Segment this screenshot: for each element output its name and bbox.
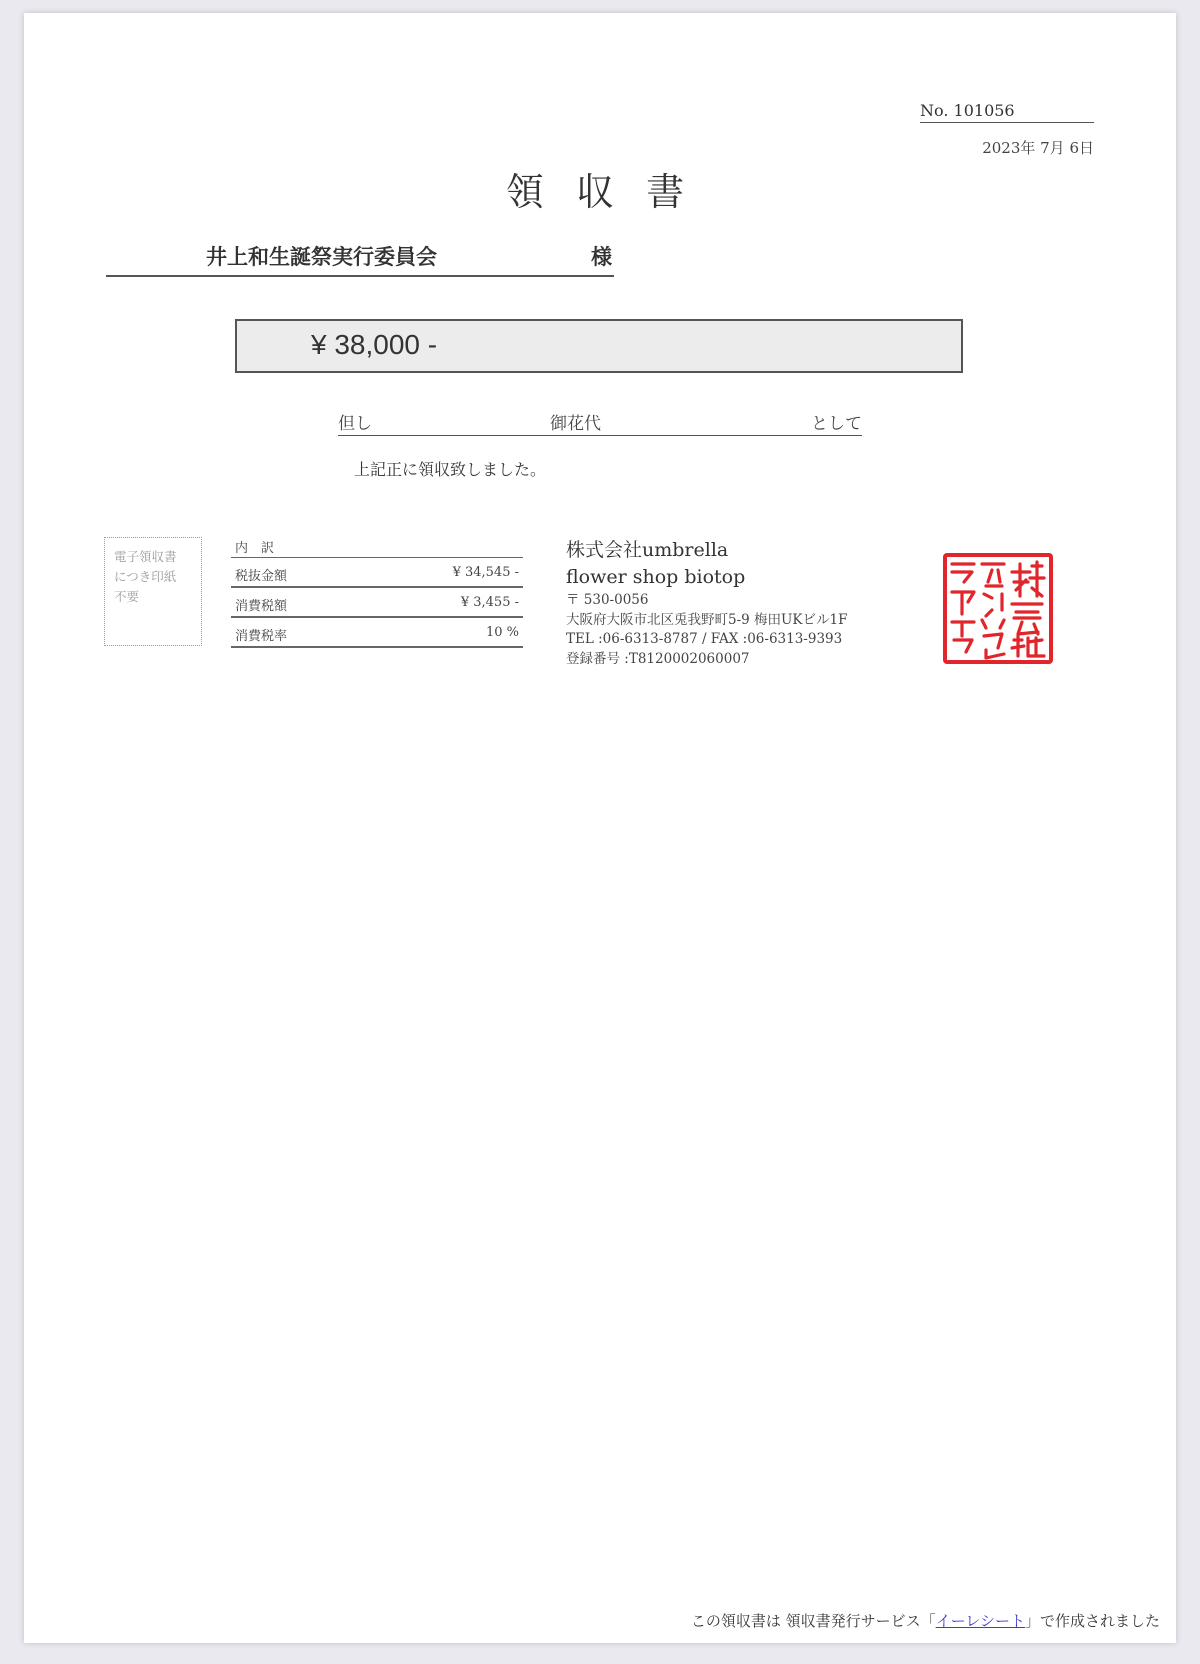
revenue-stamp-notice (104, 537, 202, 646)
stamp-notice-line: 電子領収書 (114, 549, 177, 564)
recipient-honorific: 様 (591, 244, 612, 269)
issuer-contact: TEL :06-6313-8787 / FAX :06-6313-9393 (566, 631, 843, 647)
issuer-company-name: 株式会社umbrella (566, 539, 729, 561)
issuer-address: 大阪府大阪市北区兎我野町5-9 梅田UKビル1F (566, 611, 848, 628)
company-seal-stamp (942, 552, 1054, 665)
memo-prefix: 但し (338, 414, 372, 434)
issuer-registration-number: 登録番号 :T8120002060007 (566, 650, 750, 667)
footer-text-before: この領収書は 領収書発行サービス「 (690, 1612, 936, 1630)
memo-line (338, 409, 862, 436)
breakdown-label: 税抜金額 (235, 569, 288, 584)
footer-service-link[interactable]: イーレシート (935, 1612, 1025, 1630)
memo-item: 御花代 (550, 414, 601, 434)
footer-text-after: 」で作成されました (1024, 1612, 1160, 1630)
recipient-name: 井上和生誕祭実行委員会 (206, 244, 437, 269)
breakdown-value: ¥ 3,455 - (460, 595, 519, 610)
breakdown-row (231, 588, 523, 618)
document-title: 領 収 書 (505, 170, 695, 214)
footer-credit (691, 1610, 1160, 1631)
breakdown-row (231, 618, 523, 648)
stamp-notice-line: につき印紙 (114, 569, 177, 584)
breakdown-header: 内 訳 (231, 537, 523, 558)
receipt-number: No. 101056 (920, 101, 1094, 123)
recipient-line (106, 241, 614, 277)
breakdown-table (231, 537, 523, 648)
memo-suffix: として (811, 414, 862, 434)
amount-box (235, 319, 963, 373)
confirmation-text: 上記正に領収致しました。 (354, 460, 547, 479)
amount-value: ¥ 38,000 - (311, 329, 438, 360)
receipt-date: 2023年 7月 6日 (982, 139, 1094, 157)
breakdown-value: 10 % (485, 625, 519, 640)
breakdown-label: 消費税率 (235, 629, 288, 644)
stamp-notice-line: 不要 (114, 589, 140, 604)
breakdown-value: ¥ 34,545 - (452, 565, 519, 580)
breakdown-row (231, 558, 523, 588)
issuer-shop-name: flower shop biotop (566, 566, 746, 588)
issuer-postal-code: 〒 530-0056 (566, 592, 649, 608)
breakdown-label: 消費税額 (235, 599, 288, 614)
issuer-block (566, 537, 847, 669)
receipt-page (24, 13, 1176, 1643)
